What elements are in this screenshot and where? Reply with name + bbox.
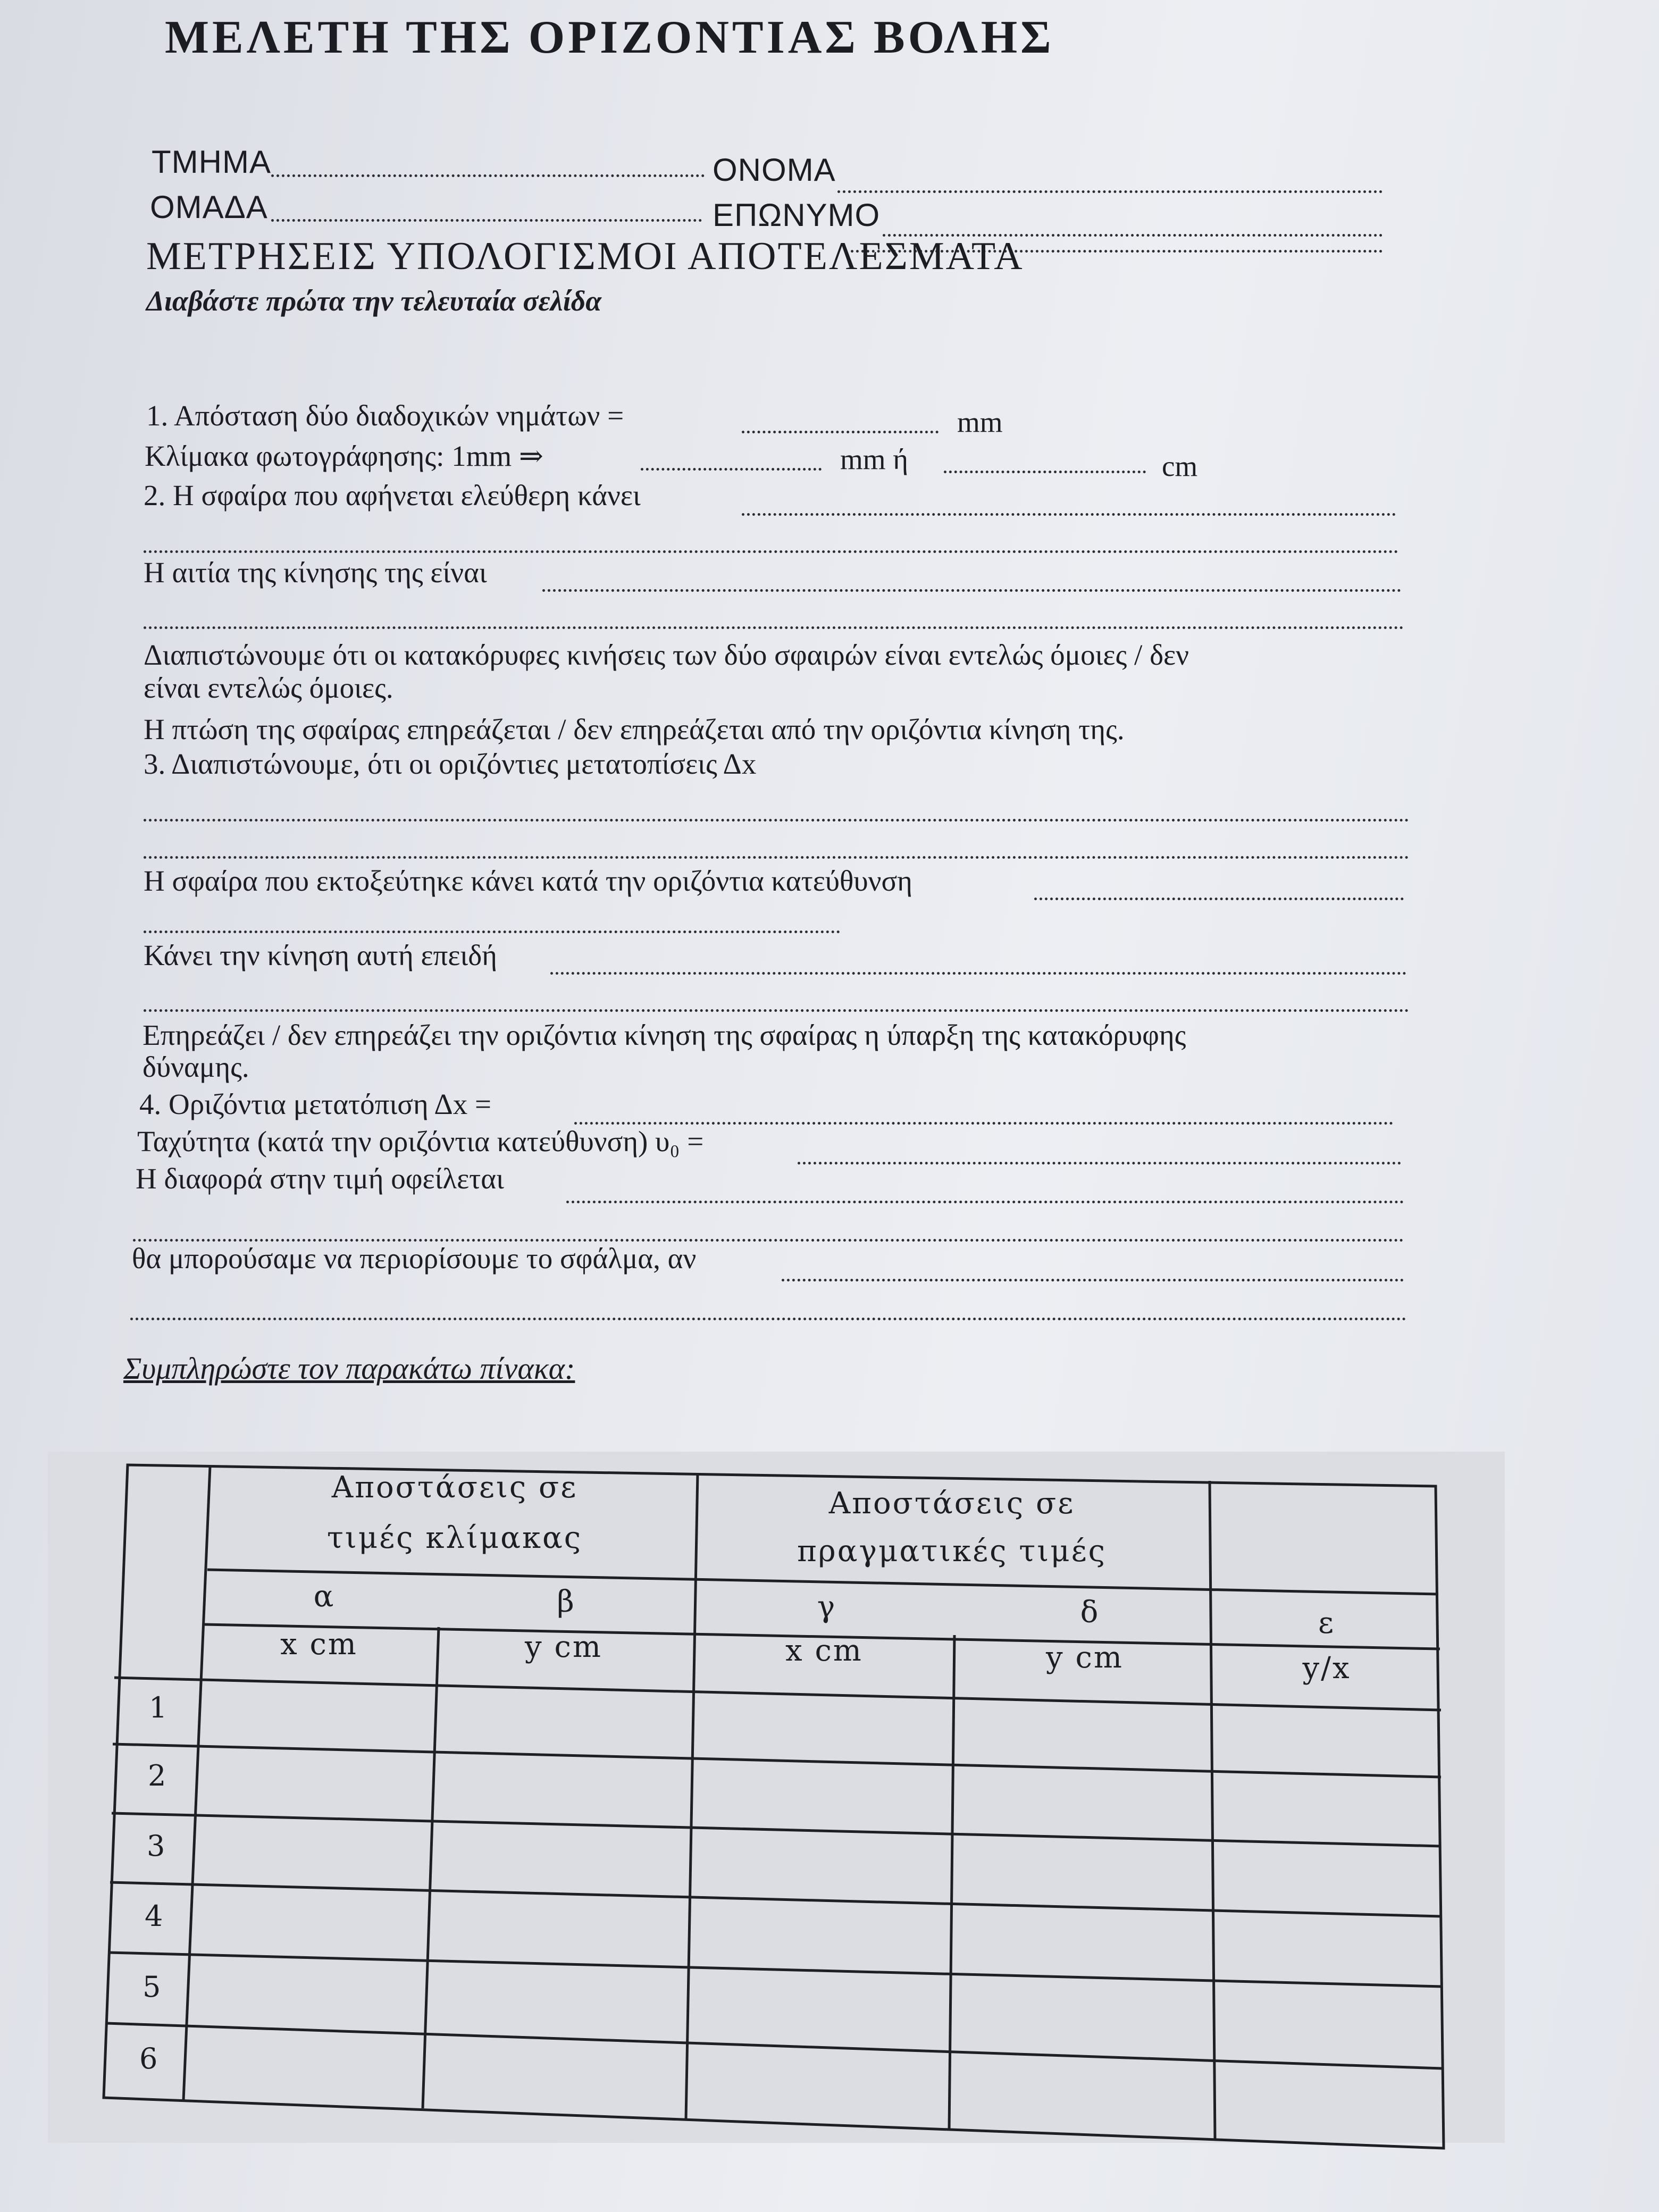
q1-unit: mm xyxy=(957,406,1003,438)
row-number-4: 4 xyxy=(145,1899,163,1933)
observe-line-1: Διαπιστώνουμε ότι οι κατακόρυφες κινήσεις των δύο σφαιρών είναι εντελώς όμοιες / δεν xyxy=(144,639,1189,671)
affects-line-2: δύναμης. xyxy=(143,1051,249,1083)
diff-text: Η διαφορά στην τιμή οφείλεται xyxy=(136,1162,504,1195)
row-number-1: 1 xyxy=(149,1691,167,1724)
row-number-3: 3 xyxy=(147,1829,165,1863)
q2-text: 2. Η σφαίρα που αφήνεται ελεύθερη κάνει xyxy=(144,479,641,512)
fall-text: Η πτώση της σφαίρας επηρεάζεται / δεν επηρεάζεται από την οριζόντια κίνηση της. xyxy=(144,713,1125,745)
shot-text: Η σφαίρα που εκτοξεύτηκε κάνει κατά την οριζόντια κατεύθυνση xyxy=(144,865,912,897)
col-b-letter: β xyxy=(557,1585,576,1619)
observe-line-2: είναι εντελώς όμοιες. xyxy=(144,672,393,704)
col-c-unit: x cm xyxy=(785,1633,863,1668)
col-c-letter: γ xyxy=(817,1590,837,1624)
col-a-letter: α xyxy=(313,1579,336,1614)
col-e-unit: y/x xyxy=(1302,1651,1351,1686)
affects-line-1: Επηρεάζει / δεν επηρεάζει την οριζόντια κίνηση της σφαίρας η ύπαρξη της κατακόρυφης xyxy=(143,1019,1186,1051)
cause-text: Η αιτία της κίνησης της είναι xyxy=(144,556,487,589)
col-d-letter: δ xyxy=(1080,1595,1100,1630)
col-d-unit: y cm xyxy=(1046,1640,1124,1675)
group1-header-line2: τιμές κλίμακας xyxy=(326,1521,583,1555)
read-last-page-note: Διαβάστε πρώτα την τελευταία σελίδα xyxy=(146,285,602,317)
col-a-unit: x cm xyxy=(280,1627,358,1662)
q4-text: 4. Οριζόντια μετατόπιση Δx = xyxy=(139,1088,492,1120)
scale-unit-cm: cm xyxy=(1162,450,1198,482)
q1-text: 1. Απόσταση δύο διαδοχικών νημάτων = xyxy=(146,399,624,432)
onoma-label: ΟΝΟΜΑ xyxy=(713,152,836,188)
row-number-2: 2 xyxy=(148,1759,166,1792)
group1-header-line1: Αποστάσεις σε xyxy=(331,1470,578,1505)
tmima-label: ΤΜΗΜΑ xyxy=(152,144,271,180)
row-number-6: 6 xyxy=(139,2042,158,2075)
because-text: Κάνει την κίνηση αυτή επειδή xyxy=(144,939,497,971)
section-title: ΜΕΤΡΗΣΕΙΣ ΥΠΟΛΟΓΙΣΜΟΙ ΑΠΟΤΕΛΕΣΜΑΤΑ xyxy=(146,234,1024,278)
col-e-letter: ε xyxy=(1318,1606,1335,1640)
scale-unit-mm: mm ή xyxy=(840,443,909,475)
group2-header-line1: Αποστάσεις σε xyxy=(828,1486,1075,1521)
col-b-unit: y cm xyxy=(525,1630,602,1664)
speed-text: Ταχύτητα (κατά την οριζόντια κατεύθυνση) υ₀ = xyxy=(137,1125,704,1158)
eponymo-label: ΕΠΩΝΥΜΟ xyxy=(713,197,881,233)
reduce-text: θα μπορούσαμε να περιορίσουμε το σφάλμα, αν xyxy=(132,1242,697,1275)
omada-label: ΟΜΑΔΑ xyxy=(150,189,268,225)
q3-text: 3. Διαπιστώνουμε, ότι οι οριζόντιες μετατοπίσεις Δx xyxy=(144,748,757,780)
row-number-5: 5 xyxy=(143,1970,161,2004)
page-title: ΜΕΛΕΤΗ ΤΗΣ ΟΡΙΖΟΝΤΙΑΣ ΒΟΛΗΣ xyxy=(165,12,1054,63)
table-instruction: Συμπληρώστε τον παρακάτω πίνακα: xyxy=(123,1351,575,1386)
group2-header-line2: πραγματικές τιμές xyxy=(797,1534,1107,1569)
scale-text: Κλίμακα φωτογράφησης: 1mm ⇒ xyxy=(145,440,544,472)
